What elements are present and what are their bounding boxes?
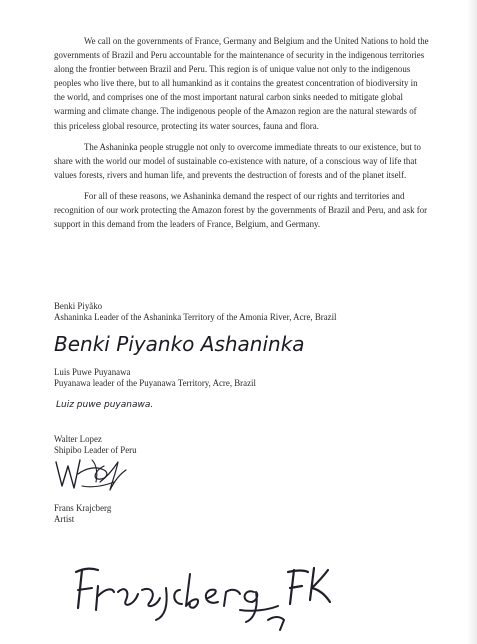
signatory-title: Shipibo Leader of Peru: [54, 445, 137, 455]
signature-text: Luiz puwe puyanawa.: [56, 400, 154, 410]
signature-walter-lopez: [52, 452, 142, 502]
signatory-title: Ashaninka Leader of the Ashaninka Territory of the Amonia River, Acre, Brazil: [54, 312, 337, 322]
signature-text: Benki Piyanko Ashaninka: [54, 332, 305, 356]
paragraph-appeal: We call on the governments of France, Germany and Belgium and the United Nations to hold the governments of Brazil and Peru accountable for the maintenance of security in the indigenous territories along the frontier between Brazil and Peru. This region is of unique value not only to the indigenous peoples who live there, but to all humankind as it contains the greatest concentration of biodiversity in the world, and comprises one of the most important natural carbon sinks needed to mitigate global warming and climate change. The indigenous people of the Amazon region are the natural stewards of this priceless global resource, protecting its water sources, fauna and flora.: [54, 36, 429, 131]
signature-benki-piyako: [50, 323, 370, 363]
paragraph-demand: For all of these reasons, we Ashaninka demand the respect of our rights and territories and recognition of our work protecting the Amazon forest by the governments of Brazil and Peru, and ask for support in this demand from the leaders of France, Belgium, and Germany.: [54, 190, 428, 230]
signatory-name: Benki Piyãko: [54, 301, 103, 311]
signatory-name: Luis Puwe Puyanawa: [54, 367, 131, 377]
signature-frans-krajcberg: [68, 560, 368, 640]
signature-luis-puwe-puyanawa: [54, 392, 254, 416]
signatory-benki-piyako: [54, 301, 337, 323]
signatory-name: Walter Lopez: [54, 434, 102, 444]
signatory-name: Frans Krajcberg: [54, 503, 112, 513]
signatory-frans-krajcberg: [54, 503, 111, 525]
signatory-title: Puyanawa leader of the Puyanawa Territory, Acre, Brazil: [54, 378, 256, 388]
letter-body: [54, 34, 430, 238]
paragraph-ashaninka-struggle: The Ashaninka people struggle not only to overcome immediate threats to our existence, but to share with the world our model of sustainable co-existence with nature, of a conscious way of life that values forests, rivers and human life, and prevents the destruction of forests and of the planet itself.: [54, 141, 421, 180]
page-edge-shadow: [467, 0, 477, 644]
signatory-luis-puwe-puyanawa: [54, 367, 256, 389]
signatory-title: Artist: [54, 514, 75, 524]
